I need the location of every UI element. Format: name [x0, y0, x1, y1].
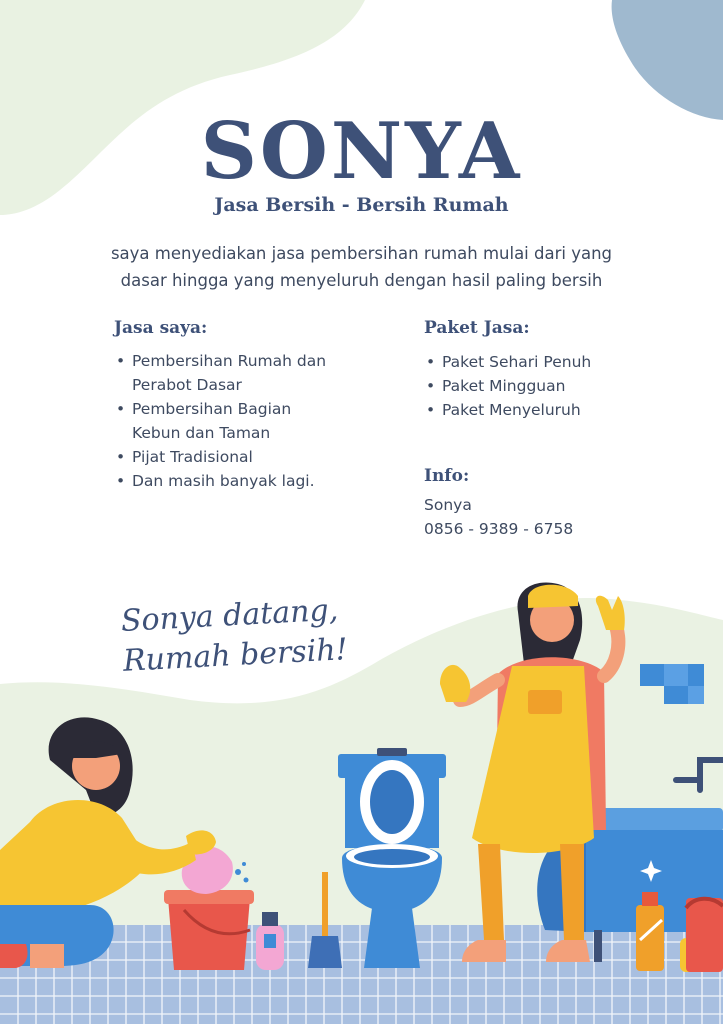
slogan-line: Rumah bersih! — [122, 632, 349, 679]
brand-name: SONYA — [200, 106, 523, 197]
info-heading: Info: — [424, 466, 470, 486]
list-item-text: • Pembersihan Rumah dan — [132, 352, 327, 370]
description-line: saya menyediakan jasa pembersihan rumah mulai dari yang — [110, 244, 613, 263]
contact-name: Sonya — [424, 496, 472, 514]
list-item — [114, 397, 394, 445]
list-item — [114, 349, 394, 397]
list-item-text: • Pembersihan Bagian — [132, 400, 292, 418]
slogan — [120, 590, 349, 682]
packages-heading: Paket Jasa: — [424, 318, 530, 338]
list-item — [114, 469, 394, 493]
list-item: • Paket Sehari Penuh — [424, 350, 684, 374]
list-item-text: • Dan masih banyak lagi. — [132, 472, 315, 490]
description-line: dasar hingga yang menyeluruh dengan hasil paling bersih — [120, 271, 603, 290]
contact-phone: 0856 - 9389 - 6758 — [424, 520, 574, 538]
list-item: • Paket Mingguan — [424, 374, 684, 398]
list-item-text: Perabot Dasar — [132, 376, 242, 394]
list-item: • Paket Menyeluruh — [424, 398, 684, 422]
list-item — [114, 445, 394, 469]
services-heading: Jasa saya: — [114, 318, 208, 338]
list-item-text: Kebun dan Taman — [132, 424, 271, 442]
list-item-text: • Pijat Tradisional — [132, 448, 253, 466]
service-description — [70, 240, 653, 294]
brand-tagline: Jasa Bersih - Bersih Rumah — [214, 194, 509, 216]
packages-list — [424, 350, 684, 422]
services-list — [114, 349, 394, 493]
top-right-blob — [612, 0, 723, 120]
slogan-line: Sonya datang, — [120, 592, 340, 639]
